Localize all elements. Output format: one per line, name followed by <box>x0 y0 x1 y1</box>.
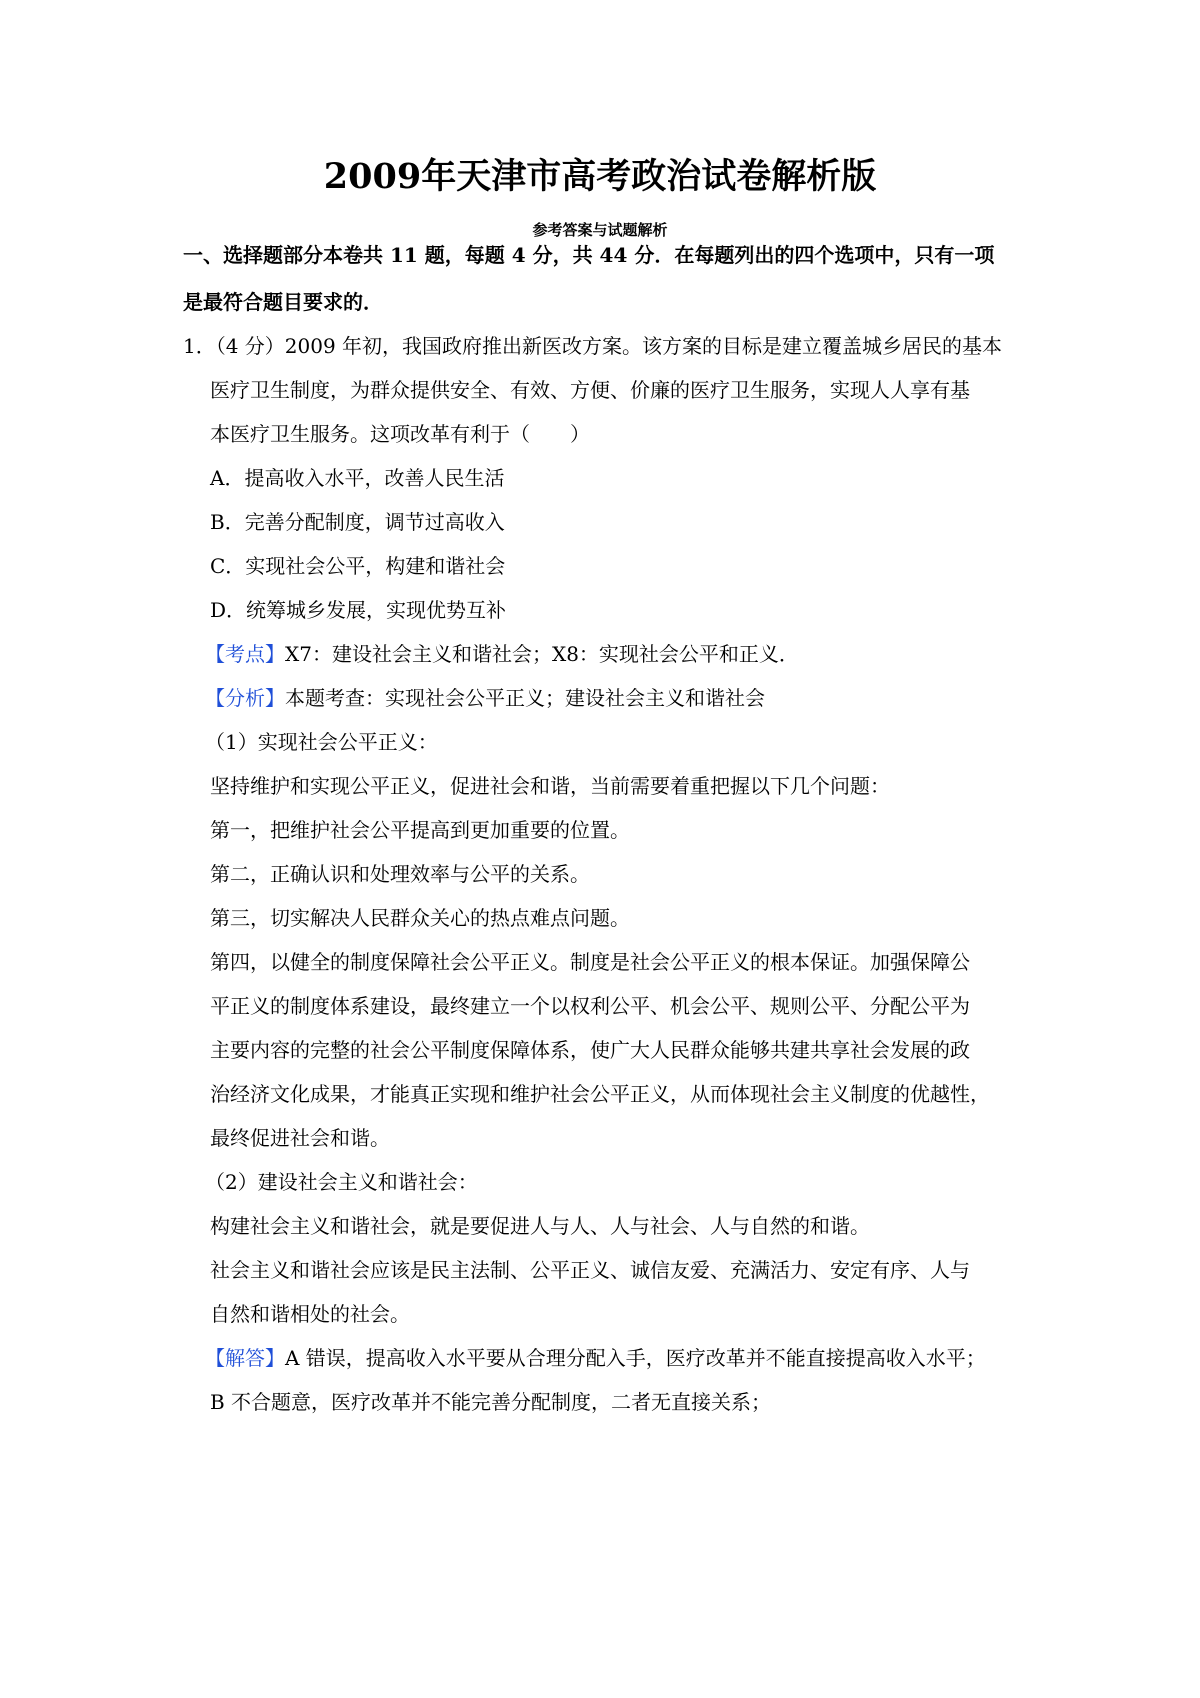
analysis-line-13: 社会主义和谐社会应该是民主法制、公平正义、诚信友爱、充满活力、安定有序、人与 <box>210 1258 970 1282</box>
jieda-line <box>205 1335 986 1382</box>
analysis-line-6: 第四，以健全的制度保障社会公平正义。制度是社会公平正义的根本保证。加强保障公 <box>210 950 970 974</box>
question-stem-line-3: 本医疗卫生服务。这项改革有利于（ ） <box>210 422 590 446</box>
analysis-line-7: 平正义的制度体系建设，最终建立一个以权利公平、机会公平、规则公平、分配公平为 <box>210 994 970 1018</box>
analysis-line-10: 最终促进社会和谐。 <box>210 1126 390 1150</box>
analysis-line-12: 构建社会主义和谐社会，就是要促进人与人、人与社会、人与自然的和谐。 <box>210 1214 870 1238</box>
page-title: 2009年天津市高考政治试卷解析版 <box>323 156 877 197</box>
kaodian-text: X7：建设社会主义和谐社会；X8：实现社会公平和正义． <box>285 642 799 666</box>
fenxi-text: 本题考查：实现社会公平正义；建设社会主义和谐社会 <box>285 686 765 710</box>
fenxi-line <box>205 675 765 722</box>
jieda-text: A 错误，提高收入水平要从合理分配入手，医疗改革并不能直接提高收入水平； <box>285 1346 986 1370</box>
jieda-tag: 【解答】 <box>205 1346 285 1370</box>
analysis-line-8: 主要内容的完整的社会公平制度保障体系，使广大人民群众能够共建共享社会发展的政 <box>210 1038 970 1062</box>
kaodian-tag: 【考点】 <box>205 642 285 666</box>
fenxi-tag: 【分析】 <box>205 686 285 710</box>
section-heading-line-2: 是最符合题目要求的． <box>183 290 383 314</box>
analysis-line-4: 第二，正确认识和处理效率与公平的关系。 <box>210 862 590 886</box>
analysis-line-1: （1）实现社会公平正义： <box>205 730 438 754</box>
analysis-line-2: 坚持维护和实现公平正义，促进社会和谐，当前需要着重把握以下几个问题： <box>210 774 890 798</box>
analysis-line-9: 治经济文化成果，才能真正实现和维护社会公平正义，从而体现社会主义制度的优越性， <box>210 1082 990 1106</box>
question-stem-line-1: 1．（4 分）2009 年初，我国政府推出新医改方案。该方案的目标是建立覆盖城乡居民的基本 <box>183 334 1003 358</box>
page-subtitle: 参考答案与试题解析 <box>532 221 668 239</box>
option-d: D．统筹城乡发展，实现优势互补 <box>210 598 507 622</box>
question-stem-line-2: 医疗卫生制度，为群众提供安全、有效、方便、价廉的医疗卫生服务，实现人人享有基 <box>210 378 970 402</box>
kaodian-line <box>205 631 799 678</box>
option-b: B．完善分配制度，调节过高收入 <box>210 510 505 534</box>
option-c: C．实现社会公平，构建和谐社会 <box>210 554 506 578</box>
analysis-line-3: 第一，把维护社会公平提高到更加重要的位置。 <box>210 818 630 842</box>
analysis-line-11: （2）建设社会主义和谐社会： <box>205 1170 478 1194</box>
jieda-continued-line: B 不合题意，医疗改革并不能完善分配制度，二者无直接关系； <box>210 1390 772 1414</box>
analysis-line-5: 第三，切实解决人民群众关心的热点难点问题。 <box>210 906 630 930</box>
analysis-line-14: 自然和谐相处的社会。 <box>210 1302 410 1326</box>
section-heading-line-1: 一、选择题部分本卷共 11 题，每题 4 分，共 44 分．在每题列出的四个选项中，只有一项 <box>183 243 995 267</box>
option-a: A．提高收入水平，改善人民生活 <box>210 466 505 490</box>
